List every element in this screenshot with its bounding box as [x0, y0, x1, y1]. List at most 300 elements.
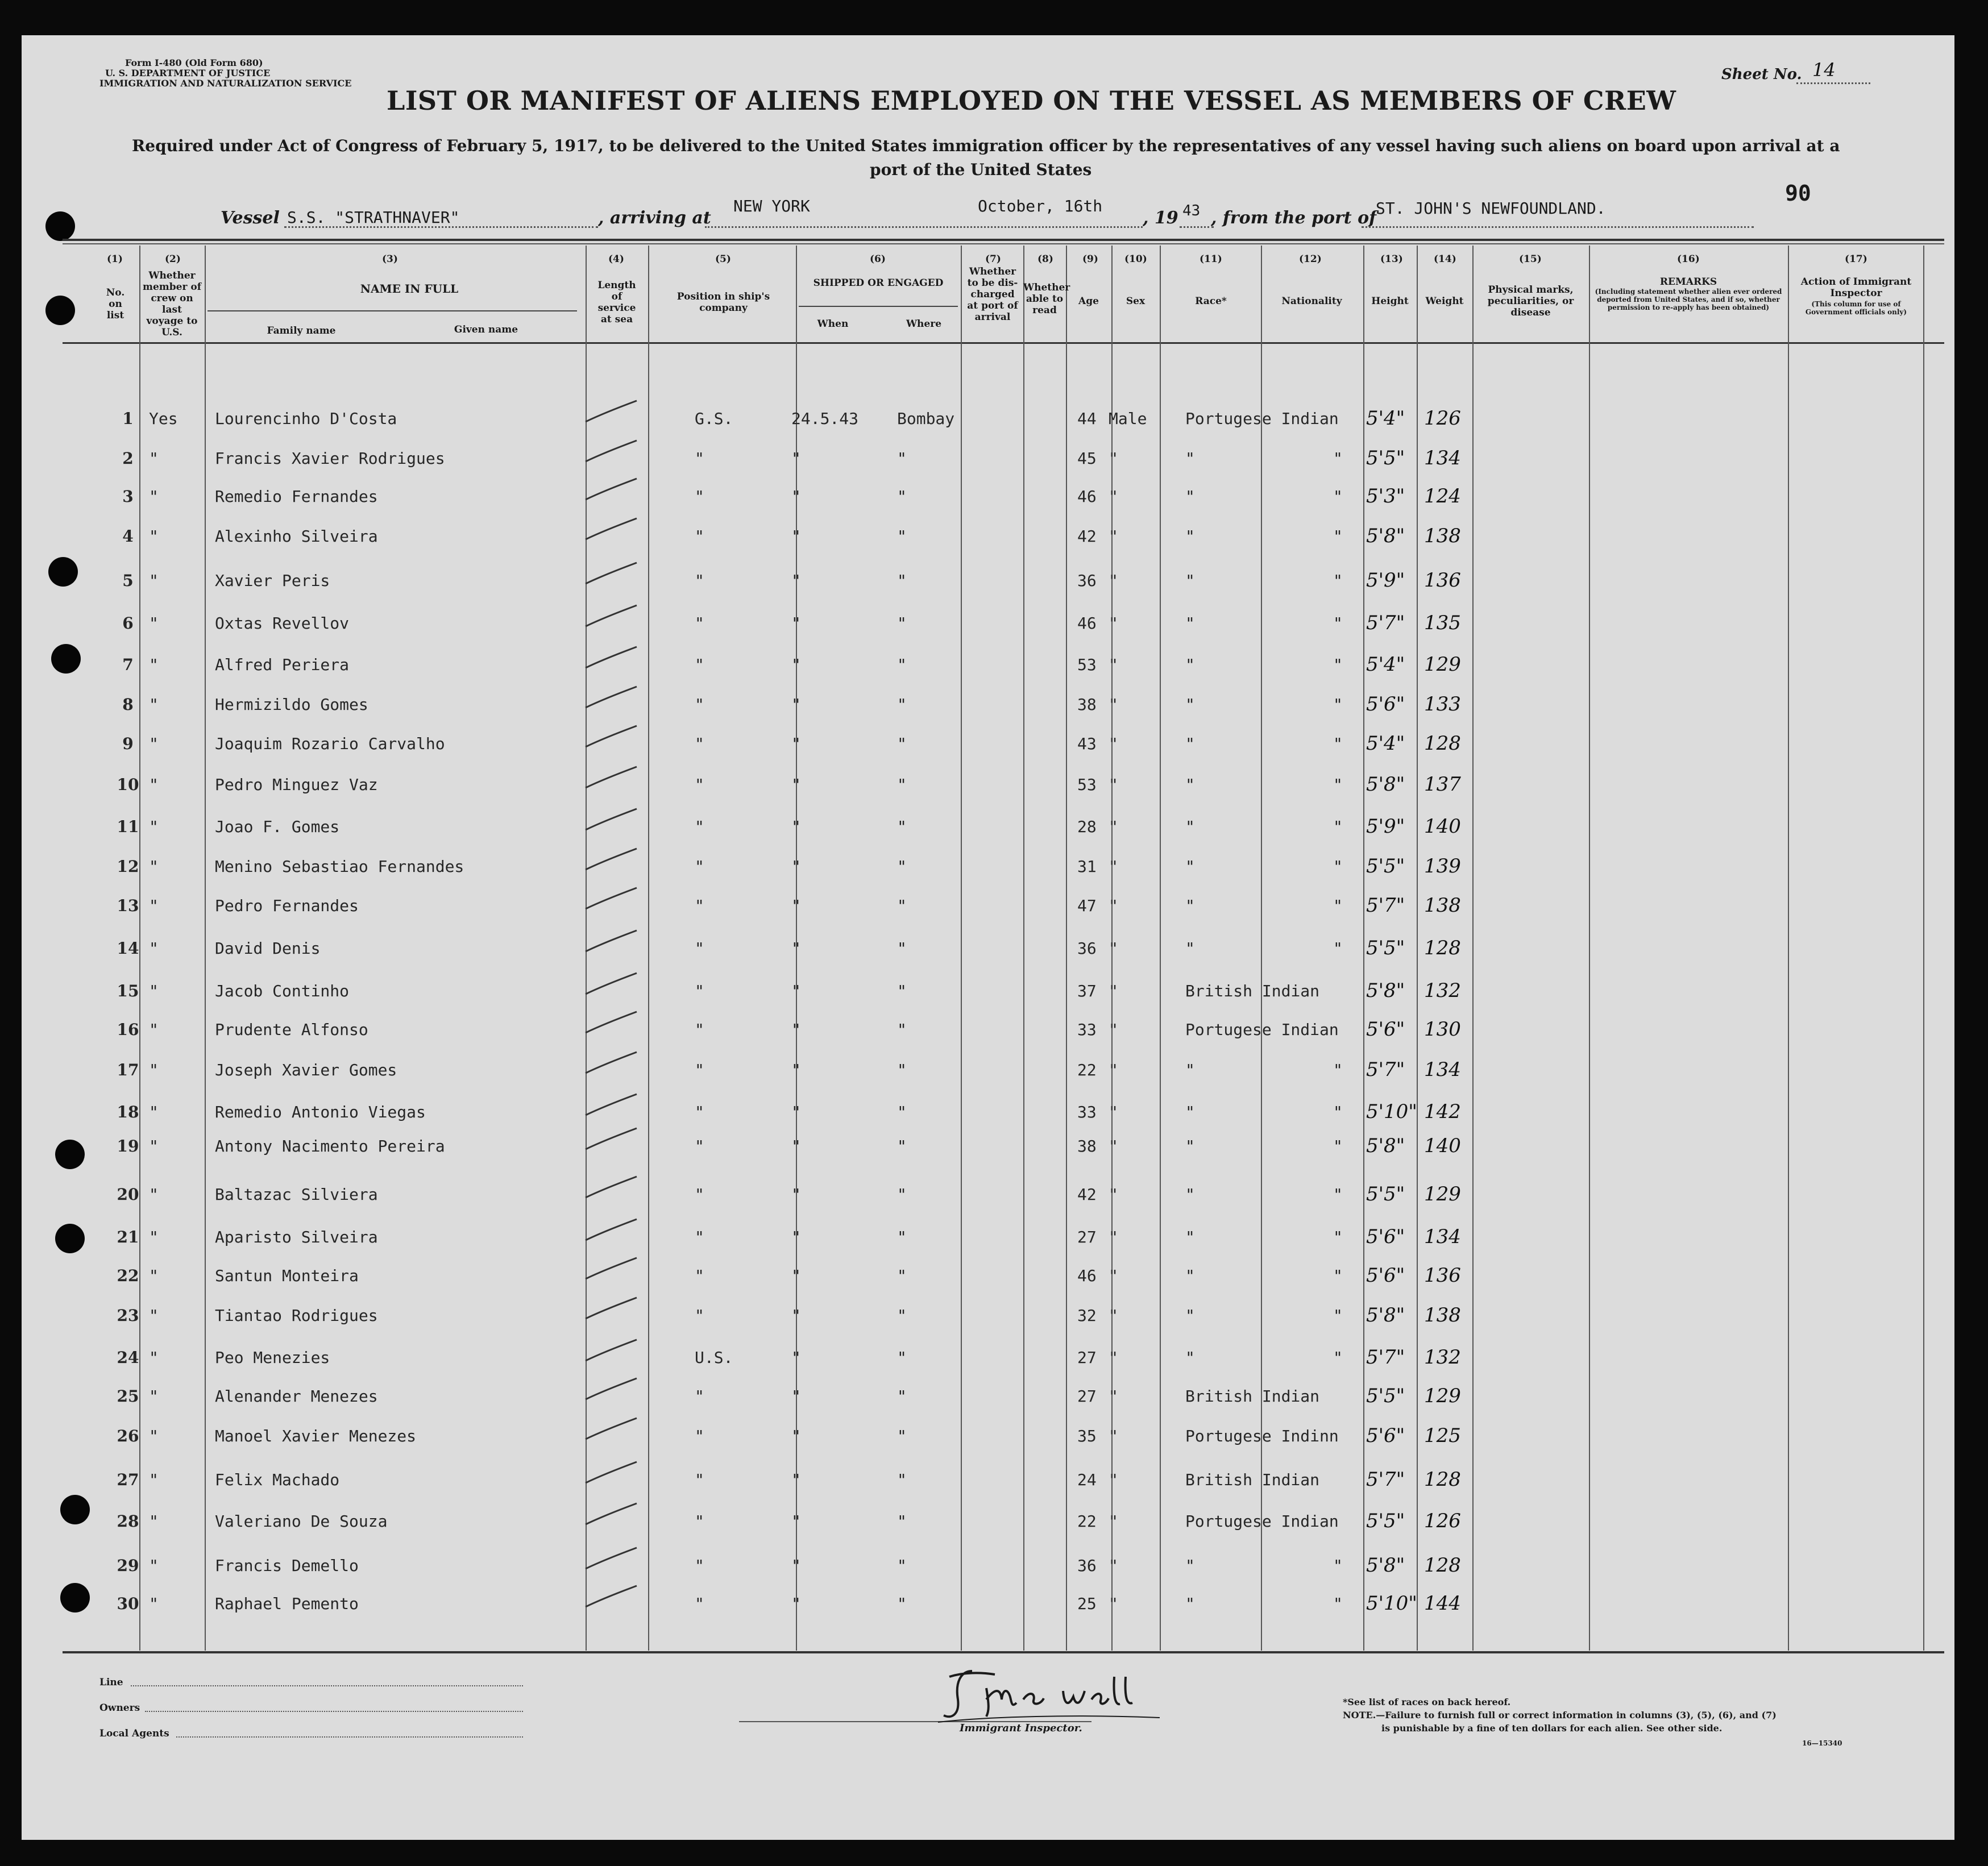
row-sex: " — [1109, 896, 1118, 915]
col-divider — [1472, 246, 1474, 1651]
row-no: 2 — [122, 449, 134, 468]
row-height: 5'8" — [1366, 525, 1405, 547]
row-height: 5'6" — [1366, 1424, 1405, 1447]
row-weight: 130 — [1424, 1018, 1461, 1041]
row-where: " — [897, 1348, 907, 1367]
row-when: " — [791, 1348, 801, 1367]
row-race: " — [1185, 527, 1195, 546]
row-pos: " — [695, 571, 704, 590]
row-height: 5'5" — [1366, 937, 1405, 959]
row-age: 38 — [1077, 1137, 1097, 1156]
row-height: 5'5" — [1366, 1183, 1405, 1206]
row-height: 5'10" — [1366, 1592, 1417, 1615]
service-tick-mark — [583, 1295, 640, 1323]
row-race: " — [1185, 449, 1195, 468]
row-sex: " — [1109, 527, 1118, 546]
row-when: " — [791, 1228, 801, 1246]
row-race: British Indian — [1185, 1387, 1320, 1406]
footer-agents-label: Local Agents — [99, 1728, 169, 1739]
footer-line-rule — [131, 1685, 523, 1686]
row-age: 31 — [1077, 857, 1097, 876]
row-height: 5'5" — [1366, 855, 1405, 878]
row-name: Hermizildo Gomes — [215, 695, 368, 714]
row-height: 5'6" — [1366, 693, 1405, 716]
row-weight: 135 — [1424, 612, 1461, 634]
row-race: " — [1185, 487, 1195, 506]
row-weight: 129 — [1424, 653, 1461, 676]
row-weight: 124 — [1424, 485, 1461, 508]
row-sex: " — [1109, 1137, 1118, 1156]
row-name: Santun Monteira — [215, 1266, 359, 1285]
row-height: 5'9" — [1366, 569, 1405, 592]
row-when: " — [791, 1470, 801, 1489]
col-16-sub: (Including statement whether alien ever ordered deported from United States, and if so, whether permission to re-apply has been obtained) — [1595, 288, 1782, 311]
row-height: 5'7" — [1366, 894, 1405, 917]
row-name: Alenander Menezes — [215, 1387, 378, 1406]
row-pos: " — [695, 1266, 704, 1285]
row-sex: " — [1109, 734, 1118, 753]
service-tick-mark — [583, 644, 640, 672]
from-port-label: , from the port of — [1211, 208, 1377, 228]
row-no: 16 — [117, 1020, 139, 1039]
row-weight: 144 — [1424, 1592, 1461, 1615]
row-weight: 139 — [1424, 855, 1461, 878]
col-4-num: (4) — [608, 253, 624, 265]
row-name: Joseph Xavier Gomes — [215, 1061, 397, 1079]
row-sex: " — [1109, 982, 1118, 1000]
row-weight: 126 — [1424, 407, 1461, 430]
row-prev: " — [149, 527, 159, 546]
subtitle-line-1: Required under Act of Congress of February 5, 1917, to be delivered to the United States immigration officer by the representatives of any vessel having such aliens on board upon arrival at a — [132, 136, 1840, 155]
row-prev: " — [149, 1594, 159, 1613]
row-where: " — [897, 1594, 907, 1613]
penalty-note-2: is punishable by a fine of ten dollars for each alien. See other side. — [1381, 1723, 1723, 1734]
row-nat: " — [1333, 775, 1343, 794]
row-prev: " — [149, 734, 159, 753]
row-when: " — [791, 1387, 801, 1406]
inspector-signature — [932, 1665, 1171, 1728]
row-pos: U.S. — [695, 1348, 733, 1367]
sheet-no-label: Sheet No. — [1721, 66, 1802, 83]
row-name: Joao F. Gomes — [215, 817, 340, 836]
punch-hole — [51, 644, 81, 674]
row-race: British Indian — [1185, 982, 1320, 1000]
row-name: Lourencinho D'Costa — [215, 409, 397, 428]
row-no: 8 — [122, 695, 134, 714]
row-age: 25 — [1077, 1594, 1097, 1613]
service-name: IMMIGRATION AND NATURALIZATION SERVICE — [99, 78, 352, 89]
col-divider — [1923, 246, 1924, 1651]
row-race: Portugese Indian — [1185, 409, 1339, 428]
row-age: 46 — [1077, 614, 1097, 633]
row-where: " — [897, 571, 907, 590]
row-name: Oxtas Revellov — [215, 614, 350, 633]
col-divider — [1788, 246, 1789, 1651]
row-height: 5'8" — [1366, 773, 1405, 796]
col-divider — [1066, 246, 1067, 1651]
row-age: 28 — [1077, 817, 1097, 836]
row-nat: " — [1333, 614, 1343, 633]
row-sex: " — [1109, 1556, 1118, 1575]
row-height: 5'7" — [1366, 1468, 1405, 1491]
vessel-name: S.S. "STRATHNAVER" — [287, 208, 460, 227]
row-pos: " — [695, 1103, 704, 1121]
row-pos: G.S. — [695, 409, 733, 428]
row-weight: 137 — [1424, 773, 1461, 796]
service-tick-mark — [583, 1459, 640, 1487]
row-no: 1 — [122, 409, 134, 428]
row-pos: " — [695, 1512, 704, 1531]
service-tick-mark — [583, 1091, 640, 1120]
row-age: 53 — [1077, 655, 1097, 674]
row-where: " — [897, 982, 907, 1000]
row-sex: " — [1109, 1020, 1118, 1039]
row-nat: " — [1333, 1103, 1343, 1121]
row-prev: " — [149, 775, 159, 794]
row-prev: " — [149, 1137, 159, 1156]
row-name: Alfred Periera — [215, 655, 350, 674]
row-prev: " — [149, 817, 159, 836]
col-5-head: Position in ship's company — [676, 291, 770, 314]
row-sex: " — [1109, 1185, 1118, 1204]
header-top-rule-2 — [63, 243, 1944, 244]
row-sex: " — [1109, 775, 1118, 794]
row-race: " — [1185, 1594, 1195, 1613]
row-height: 5'3" — [1366, 485, 1405, 508]
row-no: 17 — [117, 1061, 139, 1079]
col-1-head: No. on list — [106, 287, 125, 321]
row-prev: " — [149, 1556, 159, 1575]
row-no: 3 — [122, 487, 134, 506]
row-race: " — [1185, 1556, 1195, 1575]
row-nat: " — [1333, 817, 1343, 836]
service-tick-mark — [583, 1375, 640, 1404]
row-no: 18 — [117, 1103, 139, 1121]
row-pos: " — [695, 1228, 704, 1246]
row-when: " — [791, 775, 801, 794]
row-sex: " — [1109, 1594, 1118, 1613]
row-name: Valeriano De Souza — [215, 1512, 388, 1531]
row-no: 12 — [117, 857, 139, 876]
row-pos: " — [695, 1470, 704, 1489]
row-sex: " — [1109, 817, 1118, 836]
row-name: Remedio Fernandes — [215, 487, 378, 506]
footer-owners-rule — [145, 1711, 523, 1712]
row-weight: 140 — [1424, 815, 1461, 838]
row-prev: Yes — [149, 409, 178, 428]
row-race: " — [1185, 1348, 1195, 1367]
row-pos: " — [695, 695, 704, 714]
row-age: 53 — [1077, 775, 1097, 794]
row-race: " — [1185, 939, 1195, 958]
department-name: U. S. DEPARTMENT OF JUSTICE — [105, 68, 271, 78]
row-prev: " — [149, 571, 159, 590]
row-name: Prudente Alfonso — [215, 1020, 368, 1039]
row-weight: 136 — [1424, 1264, 1461, 1287]
row-where: " — [897, 1470, 907, 1489]
col-6-where: Where — [906, 318, 942, 330]
row-pos: " — [695, 487, 704, 506]
row-no: 11 — [117, 817, 139, 836]
row-pos: " — [695, 775, 704, 794]
row-age: 45 — [1077, 449, 1097, 468]
row-weight: 134 — [1424, 1225, 1461, 1248]
year-rule — [1180, 226, 1214, 228]
row-race: " — [1185, 857, 1195, 876]
row-nat: " — [1333, 1137, 1343, 1156]
service-tick-mark — [583, 560, 640, 588]
col-17-num: (17) — [1845, 253, 1867, 265]
col-3-given: Given name — [454, 324, 518, 335]
row-no: 29 — [117, 1556, 139, 1575]
row-no: 10 — [117, 775, 139, 794]
row-name: Peo Menezies — [215, 1348, 330, 1367]
row-prev: " — [149, 1266, 159, 1285]
row-where: " — [897, 1185, 907, 1204]
row-no: 27 — [117, 1470, 139, 1489]
footer-owners-label: Owners — [99, 1702, 140, 1714]
row-sex: " — [1109, 449, 1118, 468]
row-weight: 133 — [1424, 693, 1461, 716]
row-pos: " — [695, 1556, 704, 1575]
service-tick-mark — [583, 1049, 640, 1078]
table-bottom-rule — [63, 1651, 1944, 1653]
row-prev: " — [149, 1387, 159, 1406]
col-5-num: (5) — [715, 253, 731, 265]
col-9-head: Age — [1078, 296, 1099, 307]
row-sex: " — [1109, 857, 1118, 876]
row-nat: " — [1333, 695, 1343, 714]
col-divider — [205, 246, 206, 1651]
origin-port: ST. JOHN'S NEWFOUNDLAND. — [1376, 199, 1606, 218]
row-name: Felix Machado — [215, 1470, 340, 1489]
row-where: " — [897, 896, 907, 915]
col-16-head: REMARKS — [1659, 276, 1717, 288]
col-14-head: Weight — [1425, 296, 1464, 307]
col-6-when: When — [817, 318, 849, 330]
row-sex: " — [1109, 1348, 1118, 1367]
row-nat: " — [1333, 1185, 1343, 1204]
row-nat: " — [1333, 655, 1343, 674]
col-15-num: (15) — [1519, 253, 1542, 265]
row-age: 27 — [1077, 1348, 1097, 1367]
punch-hole — [48, 557, 78, 587]
row-when: " — [791, 614, 801, 633]
col-12-head: Nationality — [1281, 296, 1342, 307]
row-race: " — [1185, 614, 1195, 633]
row-race: " — [1185, 817, 1195, 836]
row-pos: " — [695, 1185, 704, 1204]
row-no: 24 — [117, 1348, 139, 1367]
service-tick-mark — [583, 438, 640, 466]
col-9-num: (9) — [1082, 253, 1098, 265]
row-weight: 129 — [1424, 1183, 1461, 1206]
port-rule — [705, 226, 1143, 228]
row-where: " — [897, 857, 907, 876]
row-weight: 128 — [1424, 732, 1461, 755]
row-when: " — [791, 896, 801, 915]
row-prev: " — [149, 1228, 159, 1246]
col-divider — [961, 246, 962, 1651]
col-divider — [1589, 246, 1590, 1651]
col-8-num: (8) — [1037, 253, 1053, 265]
row-race: " — [1185, 1061, 1195, 1079]
row-age: 33 — [1077, 1020, 1097, 1039]
service-tick-mark — [583, 1216, 640, 1245]
row-name: Pedro Fernandes — [215, 896, 359, 915]
row-when: " — [791, 1185, 801, 1204]
row-no: 6 — [122, 614, 134, 633]
row-height: 5'9" — [1366, 815, 1405, 838]
row-pos: " — [695, 982, 704, 1000]
row-age: 22 — [1077, 1061, 1097, 1079]
row-prev: " — [149, 1427, 159, 1445]
row-name: Baltazac Silviera — [215, 1185, 378, 1204]
punch-hole — [45, 296, 75, 325]
sheet-no-rule — [1796, 82, 1870, 84]
service-tick-mark — [583, 1255, 640, 1283]
row-when: " — [791, 1137, 801, 1156]
row-name: Tiantao Rodrigues — [215, 1306, 378, 1325]
row-where: " — [897, 1228, 907, 1246]
row-age: 27 — [1077, 1387, 1097, 1406]
row-when: " — [791, 1266, 801, 1285]
row-height: 5'7" — [1366, 612, 1405, 634]
row-sex: " — [1109, 1266, 1118, 1285]
inspector-label: Immigrant Inspector. — [960, 1722, 1082, 1734]
row-pos: " — [695, 939, 704, 958]
row-prev: " — [149, 655, 159, 674]
row-age: 42 — [1077, 527, 1097, 546]
row-pos: " — [695, 1306, 704, 1325]
col-7-num: (7) — [985, 253, 1001, 265]
row-where: " — [897, 527, 907, 546]
service-tick-mark — [583, 1125, 640, 1154]
row-where: " — [897, 1266, 907, 1285]
row-weight: 134 — [1424, 447, 1461, 469]
punch-hole — [55, 1140, 85, 1169]
row-height: 5'5" — [1366, 447, 1405, 469]
col-4-head: Length of service at sea — [597, 280, 636, 325]
races-note: *See list of races on back hereof. — [1343, 1697, 1511, 1707]
row-sex: " — [1109, 1470, 1118, 1489]
row-no: 22 — [117, 1266, 139, 1285]
col-10-num: (10) — [1124, 253, 1147, 265]
row-when: " — [791, 734, 801, 753]
row-age: 32 — [1077, 1306, 1097, 1325]
row-no: 13 — [117, 896, 139, 915]
row-weight: 136 — [1424, 569, 1461, 592]
row-prev: " — [149, 695, 159, 714]
row-race: Portugese Indian — [1185, 1020, 1339, 1039]
row-no: 30 — [117, 1594, 139, 1613]
col-1-num: (1) — [107, 253, 123, 265]
row-where: Bombay — [897, 409, 955, 428]
row-age: 43 — [1077, 734, 1097, 753]
row-where: " — [897, 655, 907, 674]
row-sex: Male — [1109, 409, 1147, 428]
row-height: 5'6" — [1366, 1225, 1405, 1248]
col-divider — [139, 246, 140, 1651]
row-sex: " — [1109, 1306, 1118, 1325]
punch-hole — [60, 1583, 90, 1613]
row-pos: " — [695, 734, 704, 753]
row-where: " — [897, 614, 907, 633]
row-no: 19 — [117, 1137, 139, 1156]
col-2-head: Whether member of crew on last voyage to U.S. — [142, 270, 202, 338]
row-pos: " — [695, 527, 704, 546]
row-pos: " — [695, 1020, 704, 1039]
row-no: 28 — [117, 1512, 139, 1531]
row-weight: 128 — [1424, 937, 1461, 959]
row-where: " — [897, 1556, 907, 1575]
row-no: 20 — [117, 1185, 139, 1204]
col-13-head: Height — [1371, 296, 1409, 307]
row-name: Menino Sebastiao Fernandes — [215, 857, 464, 876]
row-name: Francis Demello — [215, 1556, 359, 1575]
col-divider — [1363, 246, 1364, 1651]
row-when: " — [791, 1306, 801, 1325]
service-tick-mark — [583, 970, 640, 999]
row-height: 5'7" — [1366, 1058, 1405, 1081]
row-no: 5 — [122, 571, 134, 590]
service-tick-mark — [583, 764, 640, 792]
row-when: " — [791, 449, 801, 468]
row-age: 22 — [1077, 1512, 1097, 1531]
row-prev: " — [149, 487, 159, 506]
row-race: " — [1185, 695, 1195, 714]
row-weight: 128 — [1424, 1468, 1461, 1491]
row-when: 24.5.43 — [791, 409, 859, 428]
row-where: " — [897, 939, 907, 958]
service-tick-mark — [583, 1174, 640, 1202]
row-when: " — [791, 487, 801, 506]
row-sex: " — [1109, 1103, 1118, 1121]
row-weight: 134 — [1424, 1058, 1461, 1081]
arrival-port: NEW YORK — [733, 197, 810, 215]
row-race: " — [1185, 734, 1195, 753]
row-height: 5'8" — [1366, 1134, 1405, 1157]
row-height: 5'8" — [1366, 1554, 1405, 1577]
row-where: " — [897, 487, 907, 506]
row-prev: " — [149, 1348, 159, 1367]
row-no: 4 — [122, 527, 134, 546]
row-name: Joaquim Rozario Carvalho — [215, 734, 445, 753]
row-weight: 142 — [1424, 1100, 1461, 1123]
row-pos: " — [695, 1594, 704, 1613]
row-nat: " — [1333, 1228, 1343, 1246]
row-no: 9 — [122, 734, 134, 753]
row-age: 42 — [1077, 1185, 1097, 1204]
service-tick-mark — [583, 398, 640, 426]
row-age: 46 — [1077, 487, 1097, 506]
row-nat: " — [1333, 1306, 1343, 1325]
row-sex: " — [1109, 1427, 1118, 1445]
row-prev: " — [149, 857, 159, 876]
row-nat: " — [1333, 939, 1343, 958]
col-17-sub: (This column for use of Government officials only) — [1805, 300, 1907, 316]
row-name: Jacob Continho — [215, 982, 350, 1000]
row-when: " — [791, 857, 801, 876]
row-race: " — [1185, 1137, 1195, 1156]
row-height: 5'8" — [1366, 979, 1405, 1002]
row-name: Francis Xavier Rodrigues — [215, 449, 445, 468]
col-17-head: Action of Immigrant Inspector — [1800, 276, 1912, 299]
col-2-num: (2) — [165, 253, 181, 265]
row-nat: " — [1333, 1061, 1343, 1079]
row-pos: " — [695, 449, 704, 468]
service-tick-mark — [583, 602, 640, 631]
